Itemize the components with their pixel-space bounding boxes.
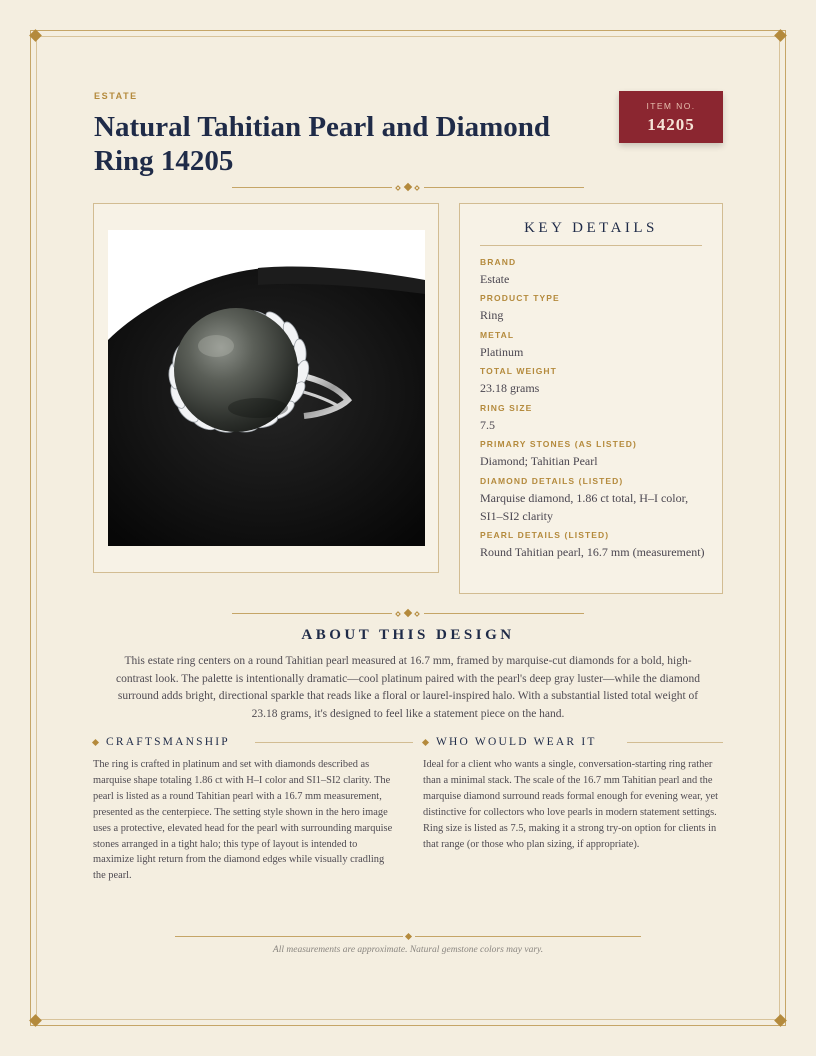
- detail-label: RING SIZE: [480, 403, 533, 413]
- who-wears-heading-row: [423, 736, 723, 750]
- detail-value: Ring: [480, 308, 504, 322]
- detail-brand: [480, 257, 705, 288]
- item-number-value: 14205: [647, 115, 695, 134]
- detail-label: TOTAL WEIGHT: [480, 366, 557, 376]
- about-heading: ABOUT THIS DESIGN: [301, 627, 515, 643]
- item-number-label: ITEM NO.: [646, 101, 696, 111]
- about-divider: [232, 609, 584, 619]
- ring-photo: [108, 230, 425, 546]
- detail-pearl-details: [480, 530, 705, 561]
- detail-ring-size: [480, 403, 705, 434]
- detail-value: Platinum: [480, 345, 524, 359]
- who-wears-body: Ideal for a client who wants a single, conversation-starting ring rather than a minimal stack. The scale of the 16.7 mm Tahitian pearl and the marquise diamond surround reads formal enough for evening wear, yet distinctive for collectors who love pearls in modern statement settings. Ring size is listed as 7.5, making it a strong try-on option for clients in that range (or those who plan sizing, if appropriate).: [423, 759, 719, 850]
- detail-metal: [480, 330, 705, 361]
- section-diamond-icon: [92, 739, 99, 746]
- detail-total-weight: [480, 366, 705, 397]
- craftsmanship-heading-row: [93, 736, 413, 750]
- footer-divider: [175, 932, 641, 942]
- detail-value: 7.5: [480, 418, 495, 432]
- key-details-heading: KEY DETAILS: [524, 220, 658, 236]
- detail-diamond-details: [480, 476, 705, 525]
- section-diamond-icon: [422, 739, 429, 746]
- detail-primary-stones: [480, 439, 705, 470]
- brand-eyebrow: ESTATE: [94, 91, 138, 101]
- detail-value: Diamond; Tahitian Pearl: [480, 454, 598, 468]
- craftsmanship-body: The ring is crafted in platinum and set with diamonds described as marquise shape totaling 1.86 ct with H–I color and SI1–SI2 clarity. The pearl is listed as a round Tahitian pearl with a 16.7 mm measurement, presented as the centerpiece. The setting style shown in the hero image uses a protective, elevated head for the pearl with surrounding marquise stones arranged in a tight halo; this type of layout is intended to maximize light return from the diamond edges while visually cradling the pearl.: [93, 759, 393, 882]
- key-details-panel: [459, 203, 723, 594]
- detail-value: Marquise diamond, 1.86 ct total, H–I color, SI1–SI2 clarity: [480, 491, 689, 523]
- detail-value: Estate: [480, 272, 510, 286]
- title-divider: [232, 183, 584, 193]
- key-details-rule: [480, 245, 702, 246]
- detail-label: PRODUCT TYPE: [480, 293, 560, 303]
- detail-value: 23.18 grams: [480, 381, 540, 395]
- detail-label: PEARL DETAILS (LISTED): [480, 530, 610, 540]
- item-number-badge: [619, 91, 723, 143]
- footer-note: All measurements are approximate. Natural gemstone colors may vary.: [272, 945, 544, 955]
- detail-label: DIAMOND DETAILS (LISTED): [480, 476, 624, 486]
- who-wears-heading: WHO WOULD WEAR IT: [436, 736, 597, 748]
- detail-label: METAL: [480, 330, 515, 340]
- detail-product-type: [480, 293, 705, 324]
- detail-label: BRAND: [480, 257, 517, 267]
- detail-value: Round Tahitian pearl, 16.7 mm (measurement): [480, 545, 705, 559]
- page-title: Natural Tahitian Pearl and Diamond Ring 14205: [94, 111, 551, 177]
- pearl-ring-image: [108, 230, 425, 546]
- detail-label: PRIMARY STONES (AS LISTED): [480, 439, 637, 449]
- craftsmanship-heading: CRAFTSMANSHIP: [106, 736, 230, 748]
- about-body: This estate ring centers on a round Tahitian pearl measured at 16.7 mm, framed by marquise-cut diamonds for a bold, high-contrast look. The palette is intentionally dramatic—cool platinum paired with the pearl's deep gray luster—while the diamond surround adds bright, directional sparkle that reads like a floral or laurel-inspired halo. With a substantial listed total weight of 23.18 grams, it's designed to feel like a statement piece on the hand.: [115, 655, 701, 721]
- hero-image-card: [93, 203, 439, 573]
